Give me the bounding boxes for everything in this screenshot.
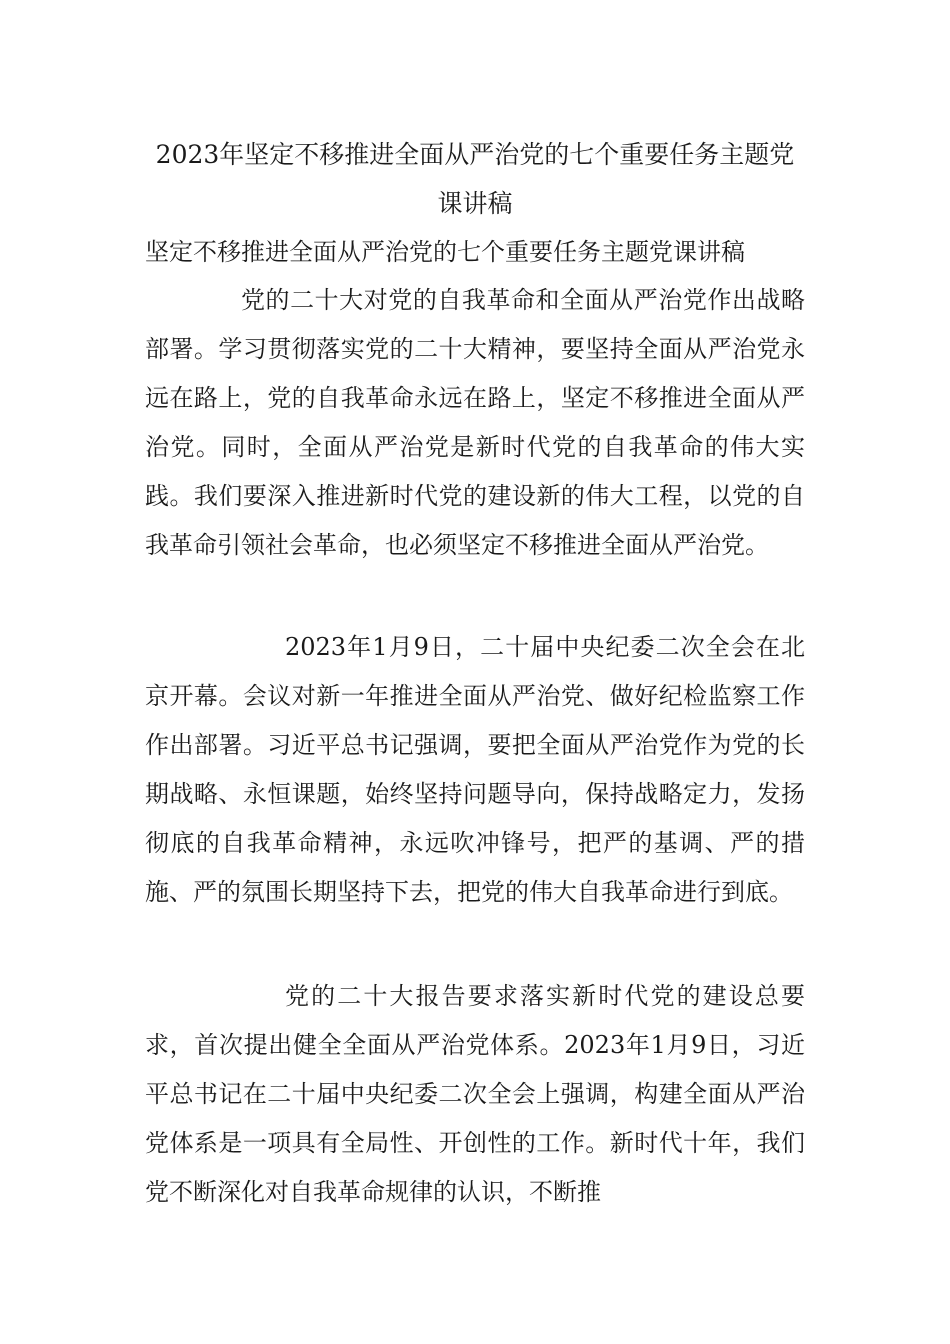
paragraph-2: 2023年1月9日，二十届中央纪委二次全会在北京开幕。会议对新一年推进全面从严治党、做好纪检监察工作作出部署。习近平总书记强调，要把全面从严治党作为党的长期战略、永恒课题，始终坚持问题导向，保持战略定力，发扬彻底的自我革命精神，永远吹冲锋号，把严的基调、严的措施、严的氛围长期坚持下去，把党的伟大自我革命进行到底。 — [145, 633, 805, 906]
paragraph-3: 党的二十大报告要求落实新时代党的建设总要求，首次提出健全全面从严治党体系。2023年1月9日，习近平总书记在二十届中央纪委二次全会上强调，构建全面从严治党体系是一项具有全局性、开创性的工作。新时代十年，我们党不断深化对自我革命规律的认识，不断推 — [145, 982, 805, 1206]
paragraph-1: 党的二十大对党的自我革命和全面从严治党作出战略部署。学习贯彻落实党的二十大精神，要坚持全面从严治党永远在路上，党的自我革命永远在路上，坚定不移推进全面从严治党。同时，全面从严治党是新时代党的自我革命的伟大实践。我们要深入推进新时代党的建设新的伟大工程，以党的自我革命引领社会革命，也必须坚定不移推进全面从严治党。 — [145, 286, 805, 559]
document-subtitle: 坚定不移推进全面从严治党的七个重要任务主题党课讲稿 — [145, 238, 745, 266]
document-title: 2023年坚定不移推进全面从严治党的七个重要任务主题党课讲稿 — [155, 140, 795, 218]
